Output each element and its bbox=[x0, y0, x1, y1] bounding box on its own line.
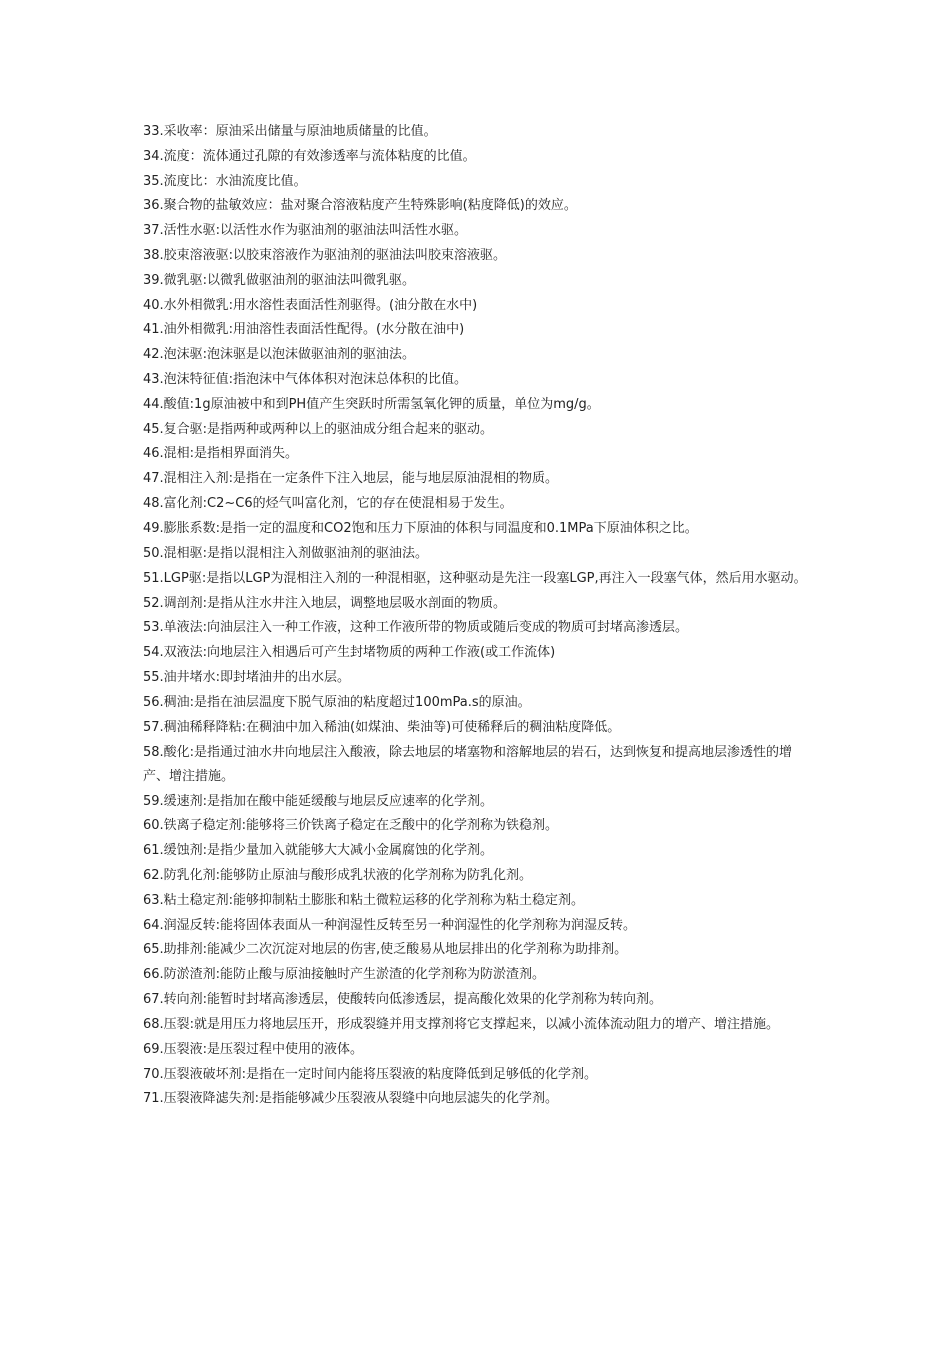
definition-entry: 35.流度比：水油流度比值。 bbox=[143, 173, 307, 189]
definition-entry: 40.水外相微乳:用水溶性表面活性剂驱得。(油分散在水中) bbox=[143, 297, 478, 313]
definition-entry: 56.稠油:是指在油层温度下脱气原油的粘度超过100mPa.s的原油。 bbox=[143, 694, 531, 710]
definition-entry: 33.采收率：原油采出储量与原油地质储量的比值。 bbox=[143, 124, 437, 139]
definition-entry: 36.聚合物的盐敏效应：盐对聚合溶液粘度产生特殊影响(粘度降低)的效应。 bbox=[143, 198, 577, 214]
definition-entry: 63.粘土稳定剂:能够抑制粘土膨胀和粘土微粒运移的化学剂称为粘土稳定剂。 bbox=[143, 892, 585, 908]
definition-entry: 38.胶束溶液驱:以胶束溶液作为驱油剂的驱油法叫胶束溶液驱。 bbox=[143, 247, 507, 263]
definition-entry: 51.LGP驱:是指以LGP为混相注入剂的一种混相驱，这种驱动是先注一段塞LGP,再注入一段塞气体，然后用水驱动。 bbox=[143, 570, 807, 586]
definition-entry: 67.转向剂:能暂时封堵高渗透层，使酸转向低渗透层，提高酸化效果的化学剂称为转向剂。 bbox=[143, 991, 663, 1007]
definition-entry: 58.酸化:是指通过油水井向地层注入酸液，除去地层的堵塞物和溶解地层的岩石，达到恢复和提高地层渗透性的增产、增注措施。 bbox=[143, 744, 793, 784]
definition-entry: 65.助排剂:能减少二次沉淀对地层的伤害,使乏酸易从地层排出的化学剂称为助排剂。 bbox=[143, 942, 628, 958]
definition-entry: 66.防淤渣剂:能防止酸与原油接触时产生淤渣的化学剂称为防淤渣剂。 bbox=[143, 967, 546, 983]
definition-entry: 47.混相注入剂:是指在一定条件下注入地层，能与地层原油混相的物质。 bbox=[143, 471, 559, 487]
definition-entry: 62.防乳化剂:能够防止原油与酸形成乳状液的化学剂称为防乳化剂。 bbox=[143, 867, 533, 883]
definition-entry: 71.压裂液降滤失剂:是指能够减少压裂液从裂缝中向地层滤失的化学剂。 bbox=[143, 1091, 559, 1107]
definition-entry: 53.单液法:向油层注入一种工作液，这种工作液所带的物质或随后变成的物质可封堵高渗透层。 bbox=[143, 620, 689, 636]
definition-entry: 64.润湿反转:能将固体表面从一种润湿性反转至另一种润湿性的化学剂称为润湿反转。 bbox=[143, 917, 637, 933]
definition-entry: 34.流度：流体通过孔隙的有效渗透率与流体粘度的比值。 bbox=[143, 148, 476, 164]
definition-entry: 49.膨胀系数:是指一定的温度和CO2饱和压力下原油的体积与同温度和0.1MPa下原油体积之比。 bbox=[143, 520, 698, 536]
definition-entry: 52.调剖剂:是指从注水井注入地层，调整地层吸水剖面的物质。 bbox=[143, 595, 507, 611]
definition-entry: 68.压裂:就是用压力将地层压开，形成裂缝并用支撑剂将它支撑起来，以减小流体流动阻力的增产、增注措施。 bbox=[143, 1016, 780, 1032]
definition-entry: 59.缓速剂:是指加在酸中能延缓酸与地层反应速率的化学剂。 bbox=[143, 793, 494, 809]
definition-entry: 54.双液法:向地层注入相遇后可产生封堵物质的两种工作液(或工作流体) bbox=[143, 645, 556, 661]
definition-entry: 48.富化剂:C2~C6的烃气叫富化剂，它的存在使混相易于发生。 bbox=[143, 495, 513, 511]
definition-entry: 60.铁离子稳定剂:能够将三价铁离子稳定在乏酸中的化学剂称为铁稳剂。 bbox=[143, 818, 559, 834]
definition-entry: 45.复合驱:是指两种或两种以上的驱油成分组合起来的驱动。 bbox=[143, 421, 494, 437]
definition-entry: 46.混相:是指相界面消失。 bbox=[143, 446, 299, 462]
document-page bbox=[143, 120, 808, 1112]
definition-entry: 55.油井堵水:即封堵油井的出水层。 bbox=[143, 670, 351, 686]
definition-entry: 41.油外相微乳:用油溶性表面活性配得。(水分散在油中) bbox=[143, 322, 465, 338]
definition-entry: 39.微乳驱:以微乳做驱油剂的驱油法叫微乳驱。 bbox=[143, 272, 416, 288]
definition-entry: 44.酸值:1g原油被中和到PH值产生突跃时所需氢氧化钾的质量，单位为mg/g。 bbox=[143, 396, 600, 412]
definition-entry: 61.缓蚀剂:是指少量加入就能够大大减小金属腐蚀的化学剂。 bbox=[143, 843, 494, 859]
definition-entry: 50.混相驱:是指以混相注入剂做驱油剂的驱油法。 bbox=[143, 545, 429, 561]
definition-entry: 37.活性水驱:以活性水作为驱油剂的驱油法叫活性水驱。 bbox=[143, 223, 468, 239]
definition-entry: 70.压裂液破坏剂:是指在一定时间内能将压裂液的粘度降低到足够低的化学剂。 bbox=[143, 1066, 598, 1082]
definition-entry: 43.泡沫特征值:指泡沫中气体体积对泡沫总体积的比值。 bbox=[143, 371, 468, 387]
definition-entry: 42.泡沫驱:泡沫驱是以泡沫做驱油剂的驱油法。 bbox=[143, 347, 416, 363]
definition-entry: 69.压裂液:是压裂过程中使用的液体。 bbox=[143, 1041, 364, 1057]
definition-entry: 57.稠油稀释降粘:在稠油中加入稀油(如煤油、柴油等)可使稀释后的稠油粘度降低。 bbox=[143, 719, 621, 735]
